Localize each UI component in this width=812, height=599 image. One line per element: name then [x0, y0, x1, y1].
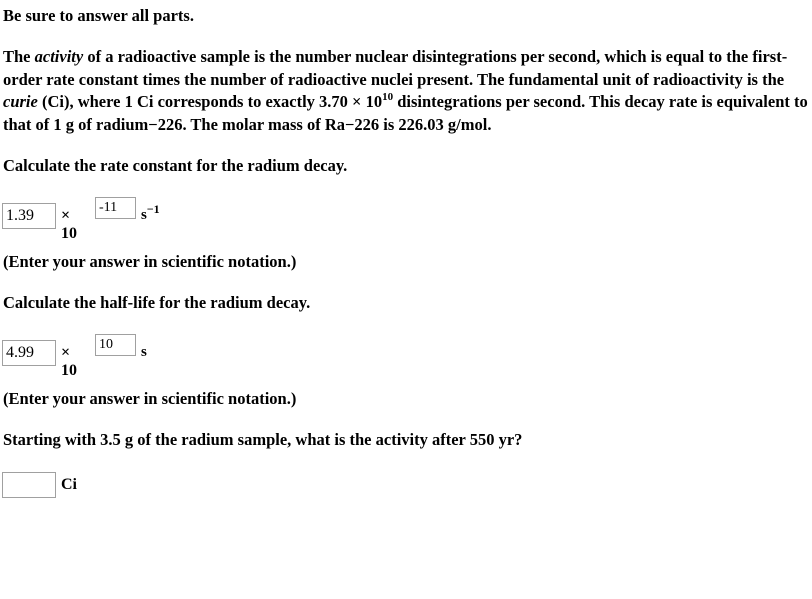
times-ten-label: × 10	[61, 207, 77, 242]
problem-intro	[3, 46, 809, 136]
q3-activity-input[interactable]	[2, 472, 56, 498]
term-curie: curie	[3, 92, 38, 111]
q2-exponent-input[interactable]	[95, 334, 136, 356]
q1-prompt: Calculate the rate constant for the radium decay.	[3, 156, 348, 175]
q1-mantissa-input[interactable]	[2, 203, 56, 229]
q1-note: (Enter your answer in scientific notation.)	[3, 252, 297, 271]
q3-unit: Ci	[61, 476, 77, 493]
q2-note: (Enter your answer in scientific notation.)	[3, 389, 297, 408]
term-activity: activity	[34, 47, 84, 66]
unit-base: s	[141, 207, 147, 223]
intro-text: (Ci), where 1 Ci corresponds to exactly 3.70 × 10	[37, 92, 383, 111]
q3-prompt: Starting with 3.5 g of the radium sample, what is the activity after 550 yr?	[3, 430, 523, 449]
unit-exponent: −1	[146, 202, 160, 216]
q2-prompt: Calculate the half-life for the radium decay.	[3, 293, 311, 312]
q1-exponent-input[interactable]	[95, 197, 136, 219]
intro-text: disintegrations per second. This decay rate is equivalent to that of 1 g of radium−226. The molar mass of Ra−226 is 226.03 g/mol.	[3, 92, 808, 134]
intro-text: of a radioactive sample is the number nuclear disintegrations per second, which is equal to the first-order rate constant times the number of radioactive nuclei present. The fundamental unit of radioactivity is the	[3, 47, 788, 89]
times-ten-label: × 10	[61, 344, 77, 379]
intro-text: The	[3, 47, 35, 66]
intro-exponent: 10	[382, 90, 394, 103]
q2-mantissa-input[interactable]	[2, 340, 56, 366]
instruction-text: Be sure to answer all parts.	[3, 6, 194, 25]
q2-unit: s	[141, 344, 147, 360]
q1-unit	[141, 202, 160, 224]
